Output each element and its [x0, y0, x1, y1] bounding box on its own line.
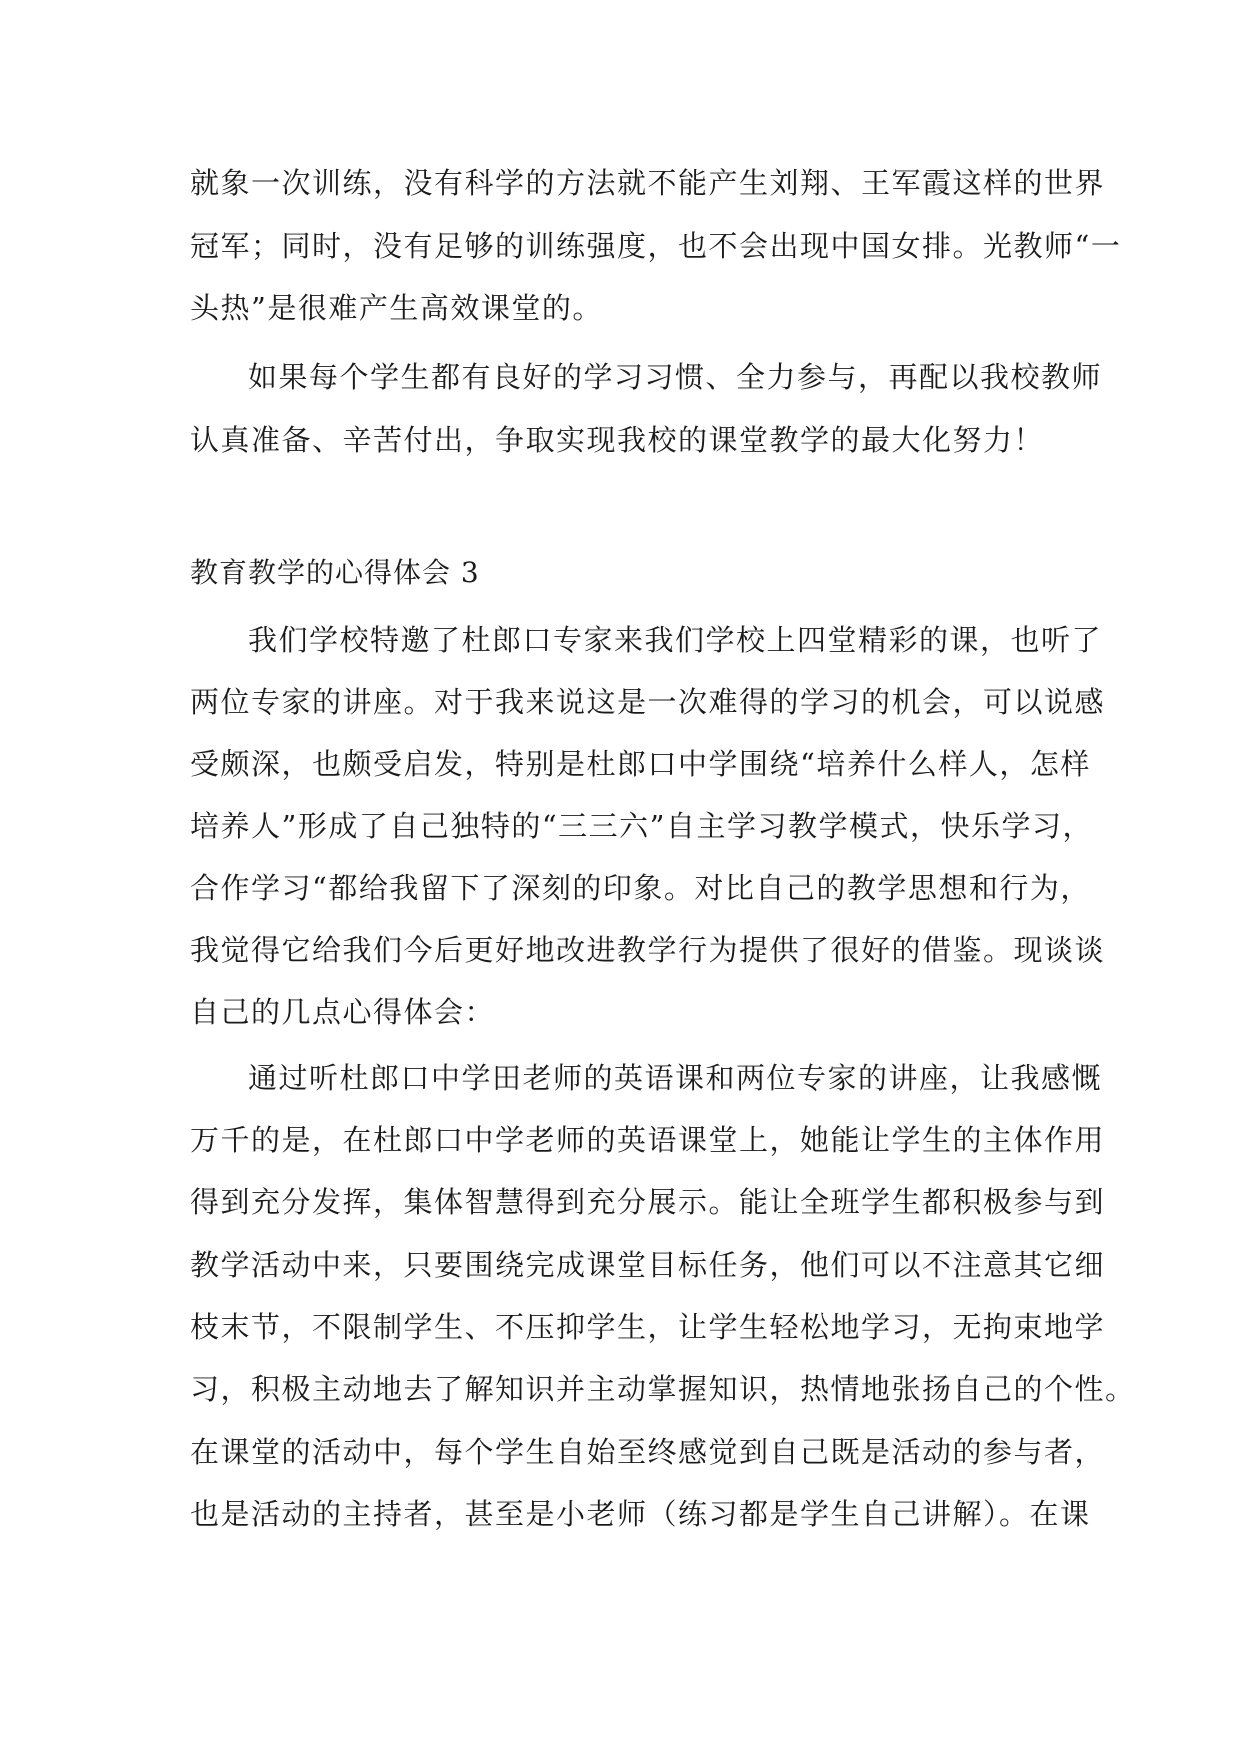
paragraph-line: 得到充分发挥，集体智慧得到充分展示。能让全班学生都积极参与到	[190, 1185, 1106, 1219]
paragraph-line: 两位专家的讲座。对于我来说这是一次难得的学习的机会，可以说感	[190, 685, 1106, 719]
paragraph-line: 培养人”形成了自己独特的“三三六”自主学习教学模式，快乐学习，	[190, 809, 1093, 843]
paragraph-line: 枝末节，不限制学生、不压抑学生，让学生轻松地学习，无拘束地学	[190, 1310, 1106, 1344]
paragraph-line: 也是活动的主持者，甚至是小老师（练习都是学生自己讲解）。在课	[190, 1497, 1091, 1531]
paragraph-line: 合作学习“都给我留下了深刻的印象。对比自己的教学思想和行为，	[190, 871, 1091, 905]
paragraph-line: 我们学校特邀了杜郎口专家来我们学校上四堂精彩的课，也听了	[248, 623, 1103, 657]
paragraph-line: 习，积极主动地去了解知识并主动掌握知识，热情地张扬自己的个性。	[190, 1372, 1136, 1406]
paragraph-line: 如果每个学生都有良好的学习习惯、全力参与，再配以我校教师	[248, 360, 1103, 394]
paragraph-line: 通过听杜郎口中学田老师的英语课和两位专家的讲座，让我感慨	[248, 1061, 1103, 1095]
section-heading: 教育教学的心得体会 3	[190, 556, 480, 589]
paragraph-line: 我觉得它给我们今后更好地改进教学行为提供了很好的借鉴。现谈谈	[190, 933, 1106, 967]
paragraph-line: 认真准备、辛苦付出，争取实现我校的课堂教学的最大化努力！	[190, 423, 1045, 457]
paragraph-line: 受颇深，也颇受启发，特别是杜郎口中学围绕“培养什么样人，怎样	[190, 747, 1091, 781]
paragraph-line: 万千的是，在杜郎口中学老师的英语课堂上，她能让学生的主体作用	[190, 1123, 1106, 1157]
paragraph-line: 冠军；同时，没有足够的训练强度，也不会出现中国女排。光教师“一	[190, 229, 1122, 263]
paragraph-line: 自己的几点心得体会：	[190, 995, 496, 1029]
paragraph-line: 教学活动中来，只要围绕完成课堂目标任务，他们可以不注意其它细	[190, 1248, 1106, 1282]
paragraph-line: 头热”是很难产生高效课堂的。	[190, 291, 603, 325]
paragraph-line: 在课堂的活动中，每个学生自始至终感觉到自己既是活动的参与者，	[190, 1435, 1106, 1469]
paragraph-line: 就象一次训练，没有科学的方法就不能产生刘翔、王军霞这样的世界	[190, 166, 1106, 200]
